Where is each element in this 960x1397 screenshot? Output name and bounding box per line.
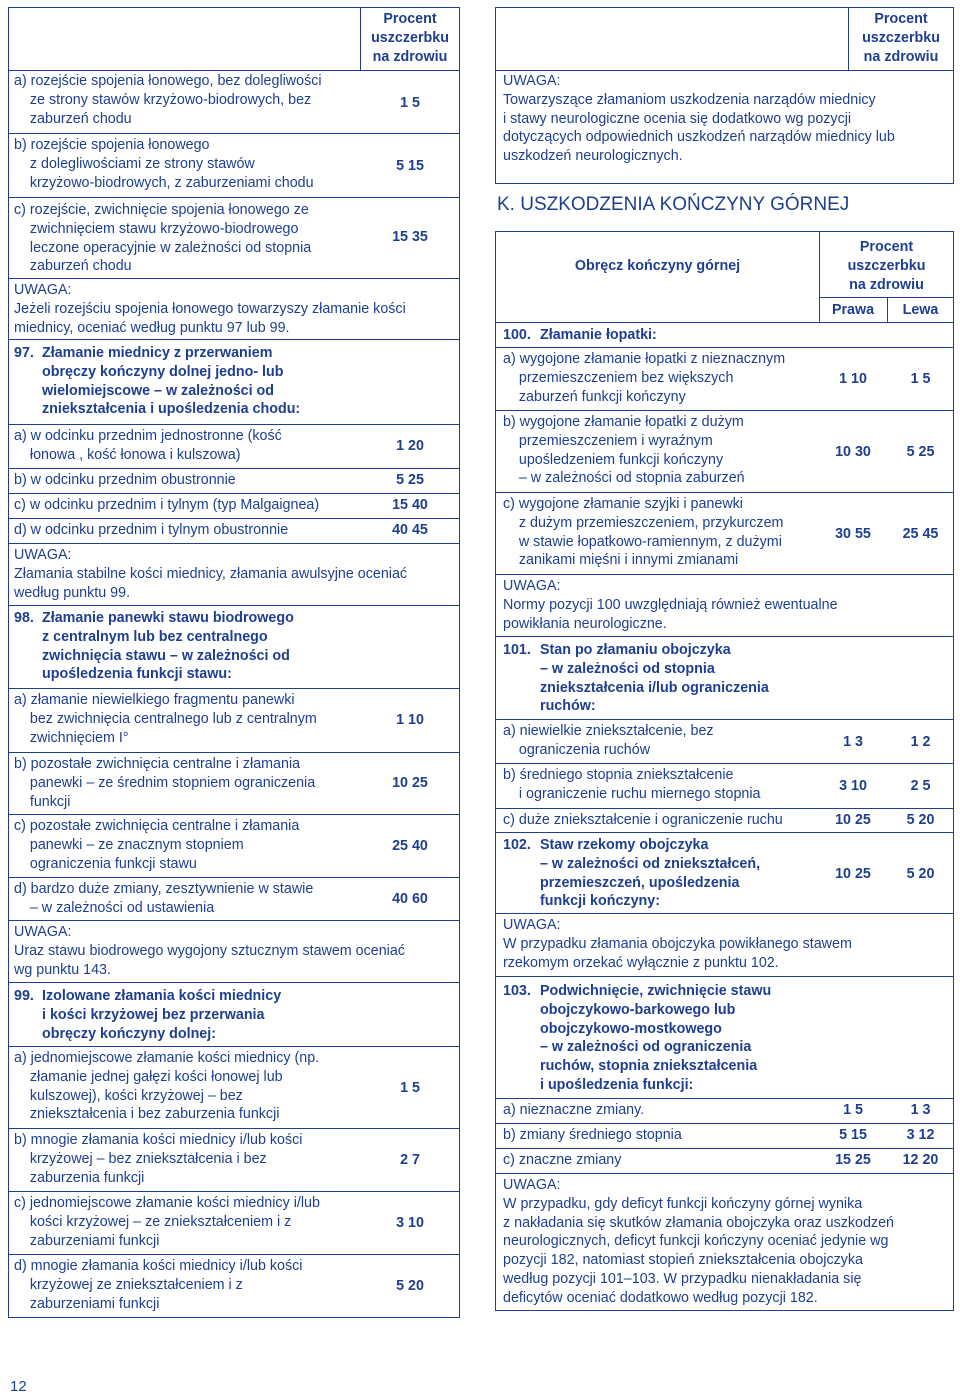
left-percent-header: Procent uszczerbku na zdrowiu [371,11,449,65]
item-97-title: Złamanie miednicy z przerwaniem obręczy kończyny dolnej jedno- lub wielomiejscowe – w zależności od zniekształcenia i upośledzenia chodu: [42,345,301,418]
item-103-row-c-lewa: 12 20 [902,1152,939,1168]
item-103-row-a-prawa: 1 5 [843,1102,863,1118]
item-99-row-d: d) mnogie złamania kości miednicy i/lub kości krzyżowej ze zniekształceniem i z zaburzeniami funkcji [14,1258,303,1312]
item-98-row-d: d) bardzo duże zmiany, zesztywnienie w stawie – w zależności od ustawienia [14,881,314,916]
item-98-row-b: b) pozostałe zwichnięcia centralne i złamania panewki – ze średnim stopniem ograniczenia funkcji [14,756,316,810]
item-103-row-c: c) znaczne zmiany [503,1152,622,1168]
item-100-title: Złamanie łopatki: [540,327,657,343]
table-title: Obręcz kończyny górnej [574,258,741,274]
col-prawa: Prawa [831,302,875,318]
item-97-row-a: a) w odcinku przednim jednostronne (kość łonowa , kość łonowa i kulszowa) [14,428,282,463]
item-103-row-c-prawa: 15 25 [835,1152,871,1168]
item-98-row-c-value: 25 40 [392,838,428,854]
item-97-row-d: d) w odcinku przednim i tylnym obustronnie [14,522,289,538]
item-101-row-a-prawa: 1 3 [843,734,863,750]
item-100-row-a-lewa: 1 5 [910,371,931,387]
item-102-lewa: 5 20 [906,866,935,882]
item-97-note: UWAGA: Złamania stabilne kości miednicy, złamania awulsyjne oceniać według punktu 99. [14,547,408,601]
item-103-title: Podwichnięcie, zwichnięcie stawu obojczykowo-barkowego lub obojczykowo-mostkowego – w zależności od ograniczenia ruchów, stopnia zniekształcenia i upośledzenia funkcji: [540,983,772,1093]
item-102-title: Staw rzekomy obojczyka – w zależności od zniekształceń, przemieszczeń, upośledzenia funkcji kończyny: [540,837,761,910]
item-100-row-c: c) wygojone złamanie szyjki i panewki z dużym przemieszczeniem, przykurczem w stawie łopatkowo-ramiennym, z dużymi zanikami mięśni i innymi zmianami [503,496,784,569]
item-99-number: 99. [14,988,34,1004]
item-98-row-a: a) złamanie niewielkiego fragmentu panewki bez zwichnięcia centralnego lub z centralnym zwichnięciem I° [14,692,317,746]
item-101-row-a-lewa: 1 2 [910,734,931,750]
left-note-1: UWAGA: Jeżeli rozejściu spojenia łonowego towarzyszy złamanie kości miednicy, oceniać według punktu 97 lub 99. [14,282,406,336]
item-100-number: 100. [503,327,531,343]
section-title: K. USZKODZENIA KOŃCZYNY GÓRNEJ [497,194,850,215]
item-101-row-c-lewa: 5 20 [906,812,935,828]
item-98-note: UWAGA: Uraz stawu biodrowego wygojony sztucznym stawem oceniać wg punktu 143. [14,924,405,978]
item-101-row-c-prawa: 10 25 [835,812,871,828]
left-row-b-value: 5 15 [396,158,424,174]
item-97-row-a-value: 1 20 [396,438,424,454]
item-99-row-d-value: 5 20 [396,1278,424,1294]
left-row-c-value: 15 35 [392,229,428,245]
item-99-row-a-value: 1 5 [400,1080,420,1096]
item-98-row-b-value: 10 25 [392,775,428,791]
item-101-number: 101. [503,642,531,658]
item-100-row-b: b) wygojone złamanie łopatki z dużym przemieszczeniem i wyraźnym upośledzeniem funkcji kończyny – w zależności od stopnia zaburzeń [503,414,745,487]
item-97-number: 97. [14,345,34,361]
item-101-title: Stan po złamaniu obojczyka – w zależności od stopnia zniekształcenia i/lub ograniczenia ruchów: [540,642,769,715]
item-103-row-b-lewa: 3 12 [906,1127,935,1143]
item-97-row-b-value: 5 25 [396,472,424,488]
item-98-row-a-value: 1 10 [396,712,424,728]
page-number: 12 [10,1378,27,1395]
item-100-note: UWAGA: Normy pozycji 100 uwzględniają również ewentualne powikłania neurologiczne. [503,578,838,632]
item-100-row-c-prawa: 30 55 [835,526,871,542]
item-97-row-d-value: 40 45 [392,522,428,538]
left-row-c: c) rozejście, zwichnięcie spojenia łonowego ze zwichnięciem stawu krzyżowo-biodrowego leczone operacyjnie w zależności od stopnia zaburzeń chodu [14,202,312,275]
item-102-prawa: 10 25 [835,866,871,882]
right-percent-header: Procent uszczerbku na zdrowiu [862,11,940,65]
item-97-row-c-value: 15 40 [392,497,428,513]
item-102-number: 102. [503,837,531,853]
item-98-number: 98. [14,610,34,626]
item-97-row-c: c) w odcinku przednim i tylnym (typ Malgaignea) [14,497,320,513]
item-101-row-b-prawa: 3 10 [839,778,867,794]
col-lewa: Lewa [902,302,939,318]
item-102-note: UWAGA: W przypadku złamania obojczyka powikłanego stawem rzekomym orzekać wyłącznie z punktu 102. [503,917,852,971]
right-note-top: UWAGA: Towarzyszące złamaniom uszkodzenia narządów miednicy i stawy neurologiczne ocenia się dodatkowo wg pozycji dotyczących odpowiednich uszkodzeń narządów miednicy lub uszkodzeń neurologicznych. [503,73,895,165]
item-100-row-c-lewa: 25 45 [902,526,939,542]
item-103-row-b-prawa: 5 15 [839,1127,867,1143]
item-101-row-b: b) średniego stopnia zniekształcenie i ograniczenie ruchu miernego stopnia [503,767,761,802]
item-103-number: 103. [503,983,531,999]
item-101-row-c: c) duże zniekształcenie i ograniczenie ruchu [503,812,783,828]
item-98-title: Złamanie panewki stawu biodrowego z centralnym lub bez centralnego zwichnięcia stawu – w zależności od upośledzenia funkcji stawu: [42,610,294,683]
item-99-row-b: b) mnogie złamania kości miednicy i/lub kości krzyżowej – bez zniekształcenia i bez zaburzenia funkcji [14,1132,303,1186]
right-table-percent-header: Procent uszczerbku na zdrowiu [847,239,926,293]
item-103-row-a: a) nieznaczne zmiany. [503,1102,645,1118]
item-98-row-d-value: 40 60 [392,891,428,907]
item-103-row-b: b) zmiany średniego stopnia [503,1127,682,1143]
item-103-note: UWAGA: W przypadku, gdy deficyt funkcji kończyny górnej wynika z nakładania się skutków złamania obojczyka oraz uszkodzeń neurologicznych, deficyt funkcji kończyny oceniać jedynie wg pozycji 182, natomiast stopień zniekształcenia obojczyka według pozycji 101–103. W przypadku nienakładania się deficytów oceniać dodatkowo według pozycji 182. [503,1177,894,1306]
item-103-row-a-lewa: 1 3 [910,1102,931,1118]
item-99-title: Izolowane złamania kości miednicy i kości krzyżowej bez przerwania obręczy kończyny dolnej: [42,988,282,1042]
item-97-row-b: b) w odcinku przednim obustronnie [14,472,236,488]
item-98-row-c: c) pozostałe zwichnięcia centralne i złamania panewki – ze znacznym stopniem ograniczenia funkcji stawu [14,818,300,872]
item-99-row-a: a) jednomiejscowe złamanie kości miednicy (np. złamanie jednej gałęzi kości łonowej lub kulszowej), kości krzyżowej – bez zniekształcenia i bez zaburzenia funkcji [14,1050,320,1123]
item-100-row-b-prawa: 10 30 [835,444,871,460]
left-row-a: a) rozejście spojenia łonowego, bez dolegliwości ze strony stawów krzyżowo-biodrowych, bez zaburzeń chodu [14,73,322,127]
item-100-row-b-lewa: 5 25 [906,444,935,460]
item-101-row-b-lewa: 2 5 [910,778,931,794]
item-100-row-a-prawa: 1 10 [839,371,867,387]
item-99-row-c: c) jednomiejscowe złamanie kości miednicy i/lub kości krzyżowej – ze zniekształceniem i z zaburzeniami funkcji [14,1195,320,1249]
left-row-a-value: 1 5 [400,95,420,111]
item-99-row-c-value: 3 10 [396,1215,424,1231]
left-row-b: b) rozejście spojenia łonowego z dolegliwościami ze strony stawów krzyżowo-biodrowych, z zaburzeniami chodu [14,137,314,191]
item-100-row-a: a) wygojone złamanie łopatki z nieznacznym przemieszczeniem bez większych zaburzeń funkcji kończyny [503,351,786,405]
item-101-row-a: a) niewielkie zniekształcenie, bez ograniczenia ruchów [503,723,714,758]
item-99-row-b-value: 2 7 [400,1152,420,1168]
